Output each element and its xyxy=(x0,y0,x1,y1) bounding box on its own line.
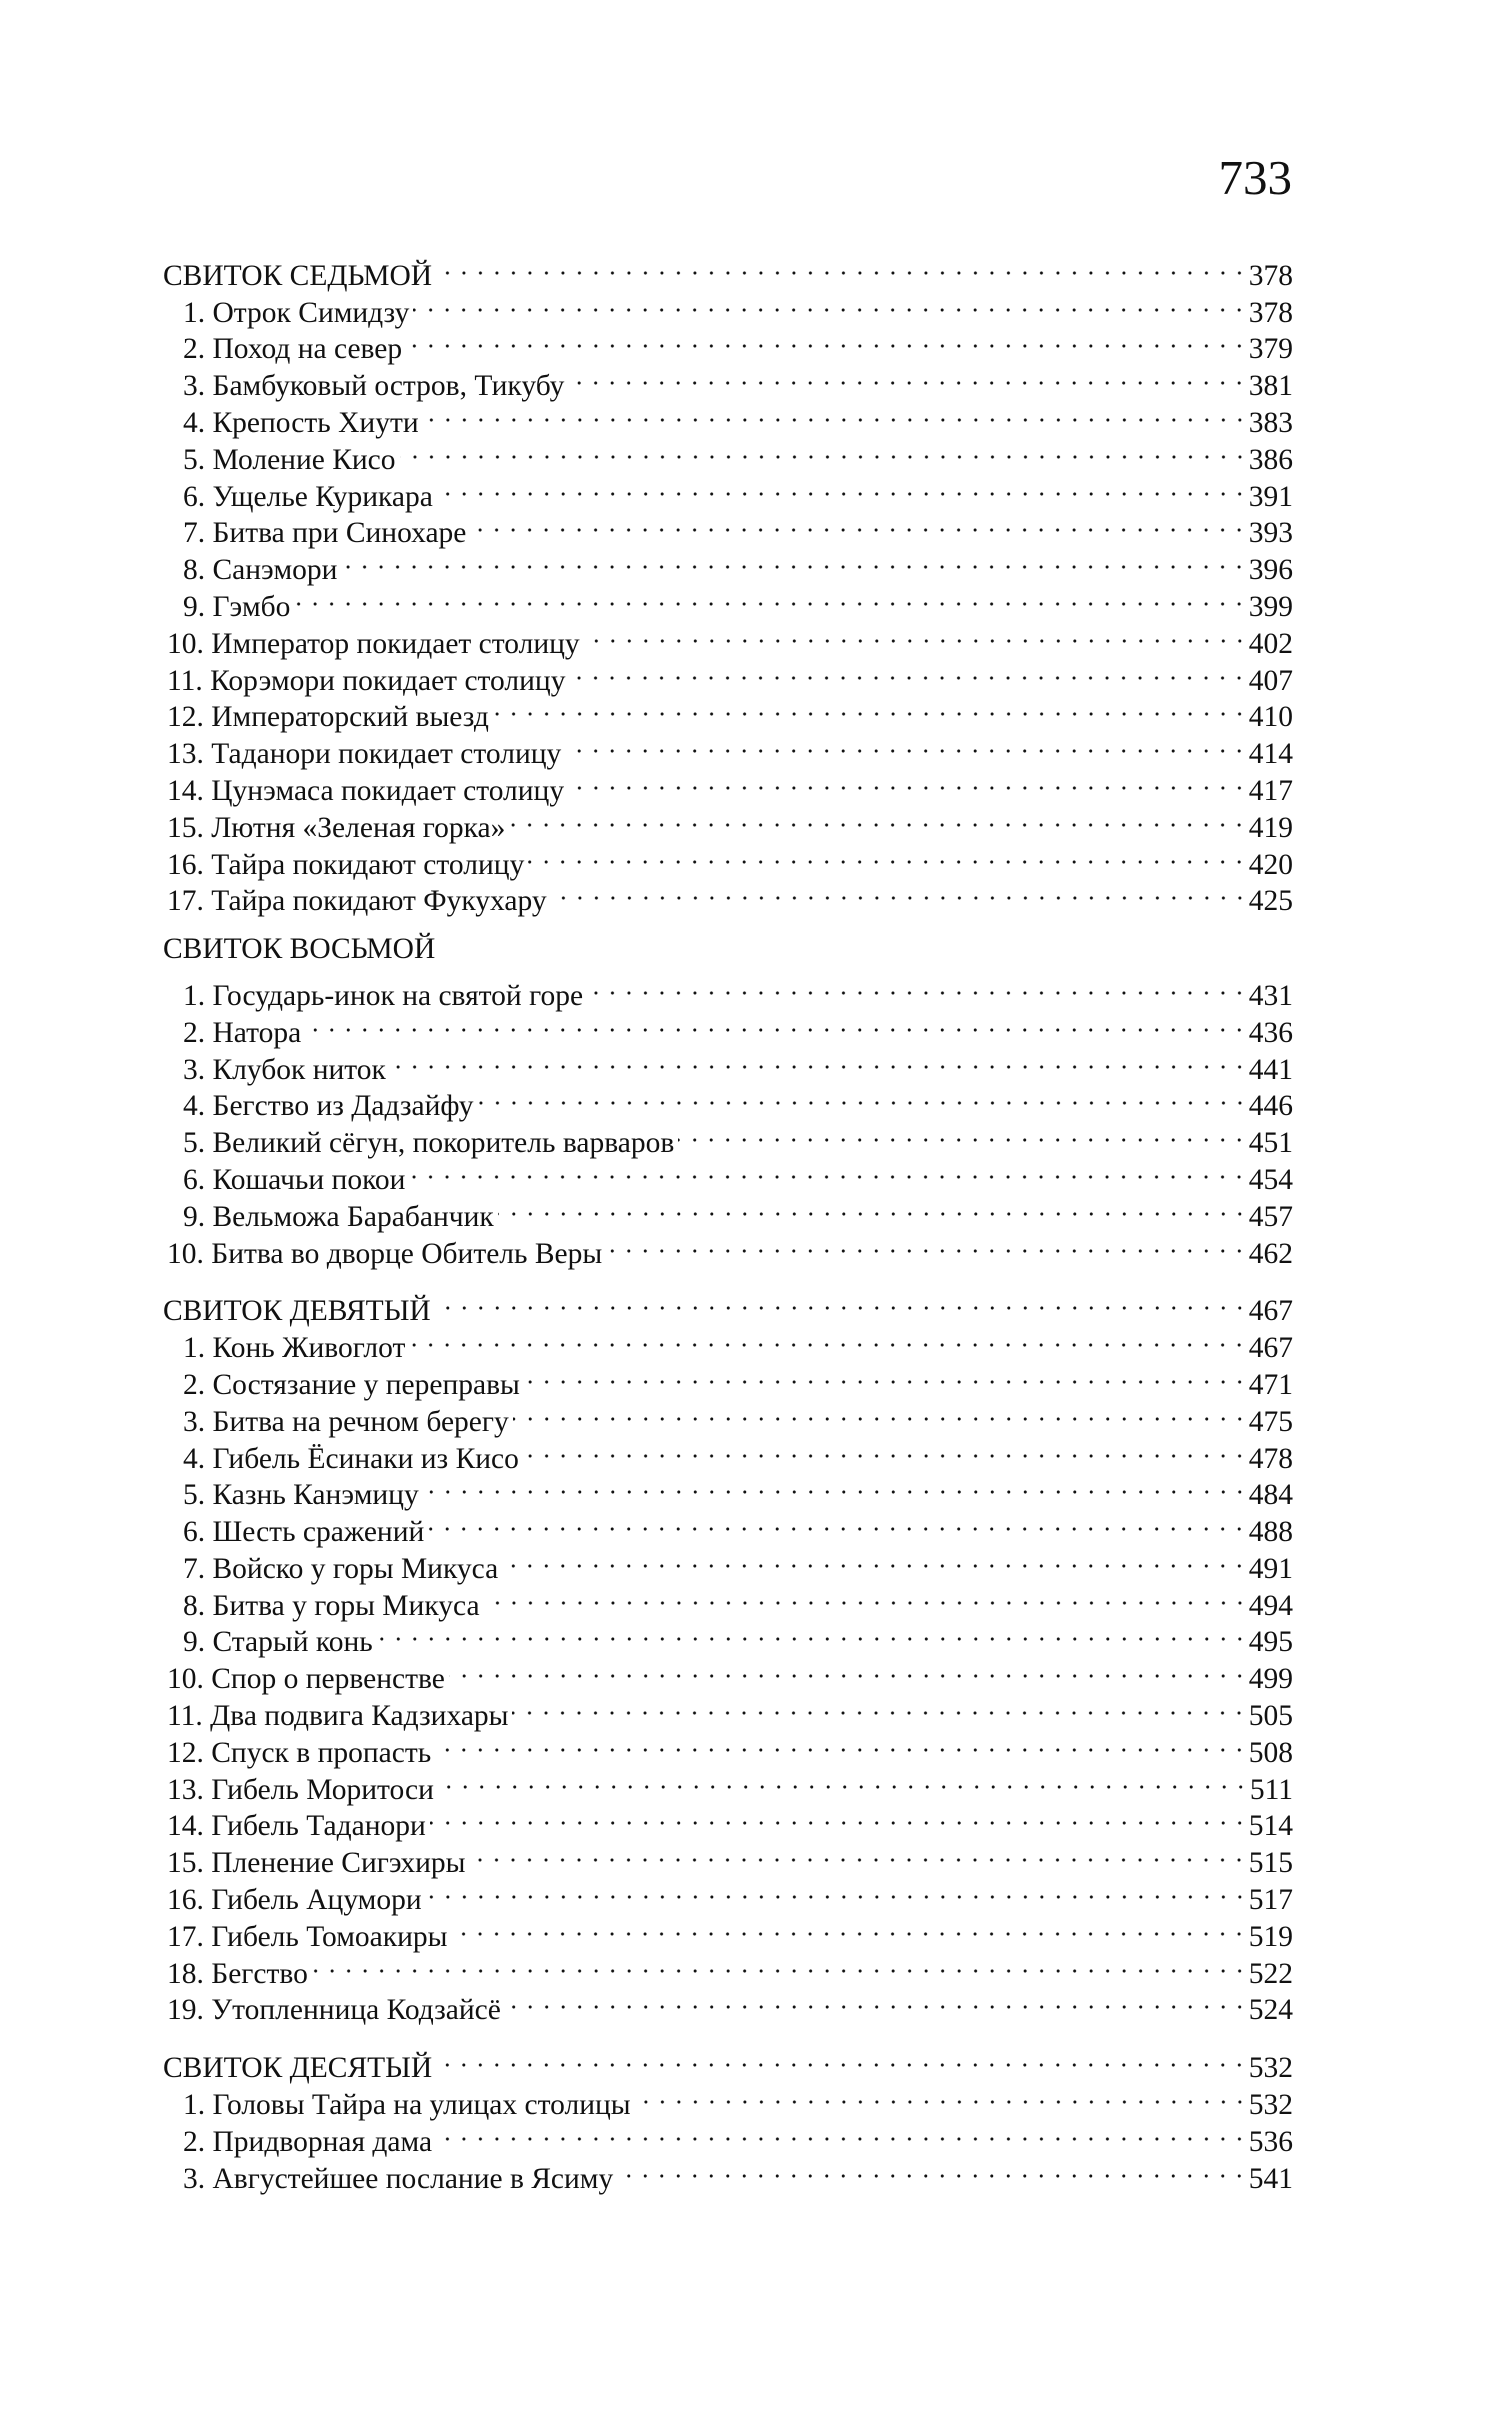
entry-number: 17. xyxy=(167,1920,204,1953)
dot-leader xyxy=(437,469,1248,506)
entry-title xyxy=(163,1808,426,1845)
toc-entry[interactable] xyxy=(163,579,1293,623)
entry-number: 3. xyxy=(183,1405,206,1438)
entry-title xyxy=(163,626,580,663)
dot-leader xyxy=(478,1079,1248,1116)
entry-number: 19. xyxy=(167,1994,204,2027)
entry-page-number: 414 xyxy=(1248,738,1293,771)
dot-leader xyxy=(470,506,1247,543)
entry-number: 2. xyxy=(183,1016,206,1049)
section-heading[interactable] xyxy=(163,2040,1293,2085)
dot-leader xyxy=(498,1189,1248,1226)
entry-number: 8. xyxy=(183,554,206,587)
dot-leader xyxy=(512,1688,1247,1725)
entry-label: Придворная дама xyxy=(212,2125,433,2158)
entry-number: 14. xyxy=(167,1810,204,1843)
dot-leader xyxy=(449,1651,1248,1688)
entry-page-number: 524 xyxy=(1248,1994,1293,2027)
entry-title xyxy=(163,883,547,920)
entry-label: Натора xyxy=(212,1016,302,1049)
entry-label: Поход на север xyxy=(212,333,403,366)
entry-title xyxy=(163,1015,301,1052)
entry-title xyxy=(163,1956,308,1993)
entry-title xyxy=(163,1624,373,1661)
entry-label: Битва во дворце Обитель Веры xyxy=(211,1237,603,1270)
entry-page-number: 467 xyxy=(1248,1332,1293,1365)
dot-leader xyxy=(436,248,1248,285)
section-heading[interactable] xyxy=(163,931,1293,968)
entry-page-number: 383 xyxy=(1248,406,1293,439)
dot-leader xyxy=(423,1468,1248,1505)
entry-page-number: 541 xyxy=(1248,2162,1293,2195)
dot-leader xyxy=(451,1909,1247,1946)
entry-title xyxy=(163,1404,509,1441)
entry-title xyxy=(163,773,564,810)
entry-page-number: 436 xyxy=(1248,1016,1293,1049)
entry-title xyxy=(163,699,489,736)
dot-leader xyxy=(493,690,1248,727)
entry-label: Тайра покидают Фукухару xyxy=(211,885,547,918)
entry-number: 9. xyxy=(183,590,206,623)
entry-page-number: 393 xyxy=(1248,517,1293,550)
entry-number: 10. xyxy=(167,627,204,660)
section-page-number: 532 xyxy=(1248,2052,1293,2085)
entry-number: 2. xyxy=(183,333,206,366)
entry-label: Государь-инок на святой горе xyxy=(212,979,584,1012)
entry-number: 12. xyxy=(167,1736,204,1769)
entry-title xyxy=(163,2124,432,2161)
entry-title xyxy=(163,589,290,626)
entry-number: 3. xyxy=(183,1053,206,1086)
entry-label: Вельможа Барабанчик xyxy=(212,1200,494,1233)
dot-leader xyxy=(312,1946,1248,1983)
entry-label: Гэмбо xyxy=(212,590,291,623)
dot-leader xyxy=(587,968,1248,1005)
entry-page-number: 391 xyxy=(1248,480,1293,513)
entry-label: Битва на речном берегу xyxy=(212,1405,509,1438)
dot-leader xyxy=(400,432,1248,469)
entry-page-number: 484 xyxy=(1248,1479,1293,1512)
dot-leader xyxy=(436,2040,1248,2077)
toc-section xyxy=(163,931,1293,1270)
entry-title xyxy=(163,810,505,847)
entry-page-number: 532 xyxy=(1248,2089,1293,2122)
entry-label: Кошачьи покои xyxy=(212,1163,406,1196)
entry-label: Великий сёгун, покоритель варваров xyxy=(212,1127,675,1160)
dot-leader xyxy=(509,800,1247,837)
section-page-number: 467 xyxy=(1248,1295,1293,1328)
entry-number: 5. xyxy=(183,1127,206,1160)
section-heading[interactable] xyxy=(163,1284,1293,1328)
entry-label: Битва у горы Микуса xyxy=(212,1589,480,1622)
section-title: СВИТОК ВОСЬМОЙ xyxy=(163,933,436,966)
entry-label: Клубок ниток xyxy=(212,1053,386,1086)
entry-number: 12. xyxy=(167,701,204,734)
entry-label: Крепость Хиути xyxy=(212,406,419,439)
entry-page-number: 431 xyxy=(1248,979,1293,1012)
dot-leader xyxy=(423,395,1248,432)
dot-leader xyxy=(409,1152,1247,1189)
entry-page-number: 451 xyxy=(1248,1127,1293,1160)
table-of-contents xyxy=(163,248,1293,2195)
dot-leader xyxy=(484,1578,1248,1615)
entry-page-number: 515 xyxy=(1248,1847,1293,1880)
entry-label: Пленение Сигэхиры xyxy=(211,1847,466,1880)
toc-entry[interactable] xyxy=(163,1946,1293,1990)
dot-leader xyxy=(438,1762,1249,1799)
entry-label: Цунэмаса покидает столицу xyxy=(211,774,565,807)
entry-number: 6. xyxy=(183,1516,206,1549)
entry-number: 5. xyxy=(183,1479,206,1512)
entry-label: Войско у горы Микуса xyxy=(212,1552,499,1585)
toc-section xyxy=(163,2040,1293,2195)
dot-leader xyxy=(523,1431,1248,1468)
dot-leader xyxy=(635,2077,1248,2114)
entry-page-number: 381 xyxy=(1248,370,1293,403)
entry-label: Отрок Симидзу xyxy=(212,296,410,329)
dot-leader xyxy=(524,1357,1248,1394)
entry-page-number: 536 xyxy=(1248,2125,1293,2158)
dot-leader xyxy=(617,2151,1248,2188)
dot-leader xyxy=(469,1835,1247,1872)
entry-title xyxy=(163,405,419,442)
toc-entry[interactable] xyxy=(163,968,1293,1012)
entry-title xyxy=(163,1199,494,1236)
entry-number: 6. xyxy=(183,1163,206,1196)
toc-section xyxy=(163,248,1293,918)
dot-leader xyxy=(568,763,1248,800)
entry-page-number: 399 xyxy=(1248,590,1293,623)
entry-page-number: 454 xyxy=(1248,1163,1293,1196)
entry-title xyxy=(163,1236,602,1273)
entry-number: 11. xyxy=(167,1700,203,1733)
dot-leader xyxy=(377,1615,1248,1652)
dot-leader xyxy=(528,837,1247,874)
entry-label: Шесть сражений xyxy=(212,1516,425,1549)
entry-page-number: 462 xyxy=(1248,1237,1293,1270)
entry-number: 18. xyxy=(167,1957,204,1990)
entry-label: Утопленница Кодзайсё xyxy=(211,1994,501,2027)
entry-title xyxy=(163,1772,434,1809)
entry-label: Спор о первенстве xyxy=(211,1663,445,1696)
dot-leader xyxy=(305,1005,1248,1042)
entry-number: 7. xyxy=(183,1552,206,1585)
entry-page-number: 488 xyxy=(1248,1516,1293,1549)
entry-page-number: 494 xyxy=(1248,1589,1293,1622)
entry-page-number: 379 xyxy=(1248,333,1293,366)
entry-label: Гибель Моритоси xyxy=(211,1773,434,1806)
dot-leader xyxy=(551,874,1248,911)
entry-number: 16. xyxy=(167,1884,204,1917)
dot-leader xyxy=(430,1799,1248,1836)
toc-entry[interactable] xyxy=(163,1983,1293,2027)
entry-page-number: 505 xyxy=(1248,1700,1293,1733)
entry-label: Таданори покидает столицу xyxy=(211,738,562,771)
entry-label: Конь Живоглот xyxy=(212,1332,406,1365)
entry-label: Бамбуковый остров, Тикубу xyxy=(212,370,565,403)
dot-leader xyxy=(390,1042,1248,1079)
entry-number: 4. xyxy=(183,1442,206,1475)
entry-label: Бегство из Дадзайфу xyxy=(212,1090,474,1123)
entry-label: Гибель Ацумори xyxy=(211,1884,422,1917)
entry-label: Моление Кисо xyxy=(212,443,396,476)
entry-number: 5. xyxy=(183,443,206,476)
dot-leader xyxy=(409,1320,1247,1357)
entry-label: Битва при Синохаре xyxy=(212,517,467,550)
entry-number: 6. xyxy=(183,480,206,513)
dot-leader xyxy=(565,726,1247,763)
entry-number: 11. xyxy=(167,664,203,697)
entry-page-number: 425 xyxy=(1248,885,1293,918)
entry-number: 3. xyxy=(183,2162,206,2195)
entry-title xyxy=(163,1661,445,1698)
entry-number: 2. xyxy=(183,2125,206,2158)
entry-page-number: 457 xyxy=(1248,1200,1293,1233)
entry-number: 15. xyxy=(167,811,204,844)
entry-page-number: 441 xyxy=(1248,1053,1293,1086)
section-heading[interactable] xyxy=(163,248,1293,292)
entry-label: Состязание у переправы xyxy=(212,1368,520,1401)
entry-number: 15. xyxy=(167,1847,204,1880)
entry-page-number: 511 xyxy=(1249,1773,1293,1806)
entry-label: Бегство xyxy=(211,1957,308,1990)
dot-leader xyxy=(435,1284,1248,1321)
dot-leader xyxy=(505,1983,1248,2020)
entry-label: Тайра покидают столицу xyxy=(211,848,525,881)
dot-leader xyxy=(406,322,1248,359)
dot-leader xyxy=(678,1115,1247,1152)
entry-page-number: 410 xyxy=(1248,701,1293,734)
entry-page-number: 407 xyxy=(1248,664,1293,697)
entry-number: 4. xyxy=(183,406,206,439)
entry-page-number: 499 xyxy=(1248,1663,1293,1696)
entry-number: 16. xyxy=(167,848,204,881)
entry-number: 1. xyxy=(183,979,206,1012)
entry-label: Санэмори xyxy=(212,554,338,587)
entry-page-number: 522 xyxy=(1248,1957,1293,1990)
entry-page-number: 471 xyxy=(1248,1368,1293,1401)
entry-title xyxy=(163,1735,431,1772)
entry-number: 1. xyxy=(183,2089,206,2122)
entry-page-number: 386 xyxy=(1248,443,1293,476)
entry-label: Старый конь xyxy=(212,1626,373,1659)
entry-label: Гибель Таданори xyxy=(211,1810,426,1843)
entry-page-number: 491 xyxy=(1248,1552,1293,1585)
entry-title xyxy=(163,1330,405,1367)
entry-number: 13. xyxy=(167,738,204,771)
dot-leader xyxy=(502,1541,1248,1578)
entry-title xyxy=(163,847,524,884)
entry-title xyxy=(163,1052,386,1089)
entry-title xyxy=(163,1992,501,2029)
dot-leader xyxy=(294,579,1247,616)
entry-number: 9. xyxy=(183,1626,206,1659)
entry-number: 2. xyxy=(183,1368,206,1401)
entry-title xyxy=(163,1088,474,1125)
dot-leader xyxy=(435,1725,1248,1762)
entry-number: 8. xyxy=(183,1589,206,1622)
entry-label: Головы Тайра на улицах столицы xyxy=(212,2089,631,2122)
entry-number: 10. xyxy=(167,1237,204,1270)
entry-number: 1. xyxy=(183,296,206,329)
dot-leader xyxy=(428,1504,1247,1541)
page-number: 733 xyxy=(1218,150,1292,205)
entry-number: 3. xyxy=(183,370,206,403)
toc-entry[interactable] xyxy=(163,616,1293,660)
entry-title xyxy=(163,1162,405,1199)
entry-number: 13. xyxy=(167,1773,204,1806)
entry-title xyxy=(163,1551,498,1588)
entry-title xyxy=(163,1367,520,1404)
entry-title xyxy=(163,1845,465,1882)
entry-label: Гибель Ёсинаки из Кисо xyxy=(212,1442,519,1475)
entry-title xyxy=(163,1477,419,1514)
section-title: СВИТОК ДЕСЯТЫЙ xyxy=(163,2052,433,2085)
entry-number: 14. xyxy=(167,774,204,807)
entry-label: Императорский выезд xyxy=(211,701,489,734)
dot-leader xyxy=(436,2114,1248,2151)
entry-page-number: 517 xyxy=(1248,1884,1293,1917)
entry-label: Августейшее послание в Ясиму xyxy=(212,2162,614,2195)
entry-label: Ущелье Курикара xyxy=(212,480,433,513)
dot-leader xyxy=(341,542,1247,579)
entry-number: 9. xyxy=(183,1200,206,1233)
section-title: СВИТОК СЕДЬМОЙ xyxy=(163,259,433,292)
entry-title xyxy=(163,295,409,332)
section-page-number: 378 xyxy=(1248,259,1293,292)
dot-leader xyxy=(606,1226,1248,1263)
entry-label: Корэмори покидает столицу xyxy=(210,664,566,697)
entry-page-number: 378 xyxy=(1248,296,1293,329)
entry-title xyxy=(163,479,433,516)
dot-leader xyxy=(413,285,1247,322)
entry-page-number: 475 xyxy=(1248,1405,1293,1438)
dot-leader xyxy=(426,1872,1248,1909)
entry-title xyxy=(163,442,396,479)
toc-entry[interactable] xyxy=(163,1005,1293,1049)
entry-number: 10. xyxy=(167,1663,204,1696)
section-title: СВИТОК ДЕВЯТЫЙ xyxy=(163,1295,431,1328)
dot-leader xyxy=(513,1394,1248,1431)
entry-page-number: 446 xyxy=(1248,1090,1293,1123)
entry-title xyxy=(163,1514,424,1551)
dot-leader xyxy=(569,653,1247,690)
toc-section xyxy=(163,1284,1293,2027)
entry-page-number: 420 xyxy=(1248,848,1293,881)
entry-label: Лютня «Зеленая горка» xyxy=(211,811,506,844)
entry-number: 4. xyxy=(183,1090,206,1123)
entry-page-number: 495 xyxy=(1248,1626,1293,1659)
entry-page-number: 417 xyxy=(1248,774,1293,807)
entry-title xyxy=(163,331,402,368)
entry-number: 7. xyxy=(183,517,206,550)
dot-leader xyxy=(568,358,1247,395)
entry-number: 17. xyxy=(167,885,204,918)
entry-label: Два подвига Кадзихары xyxy=(210,1700,509,1733)
entry-number: 1. xyxy=(183,1332,206,1365)
entry-page-number: 402 xyxy=(1248,627,1293,660)
entry-title xyxy=(163,1882,422,1919)
entry-label: Казнь Канэмицу xyxy=(212,1479,419,1512)
entry-label: Спуск в пропасть xyxy=(211,1736,432,1769)
entry-page-number: 508 xyxy=(1248,1736,1293,1769)
entry-page-number: 478 xyxy=(1248,1442,1293,1475)
entry-page-number: 514 xyxy=(1248,1810,1293,1843)
entry-label: Гибель Томоакиры xyxy=(211,1920,448,1953)
entry-page-number: 419 xyxy=(1248,811,1293,844)
entry-title xyxy=(163,736,561,773)
entry-page-number: 519 xyxy=(1248,1920,1293,1953)
entry-label: Император покидает столицу xyxy=(211,627,580,660)
toc-entry[interactable] xyxy=(163,1042,1293,1086)
entry-page-number: 396 xyxy=(1248,554,1293,587)
dot-leader xyxy=(584,616,1248,653)
entry-title xyxy=(163,2161,613,2198)
